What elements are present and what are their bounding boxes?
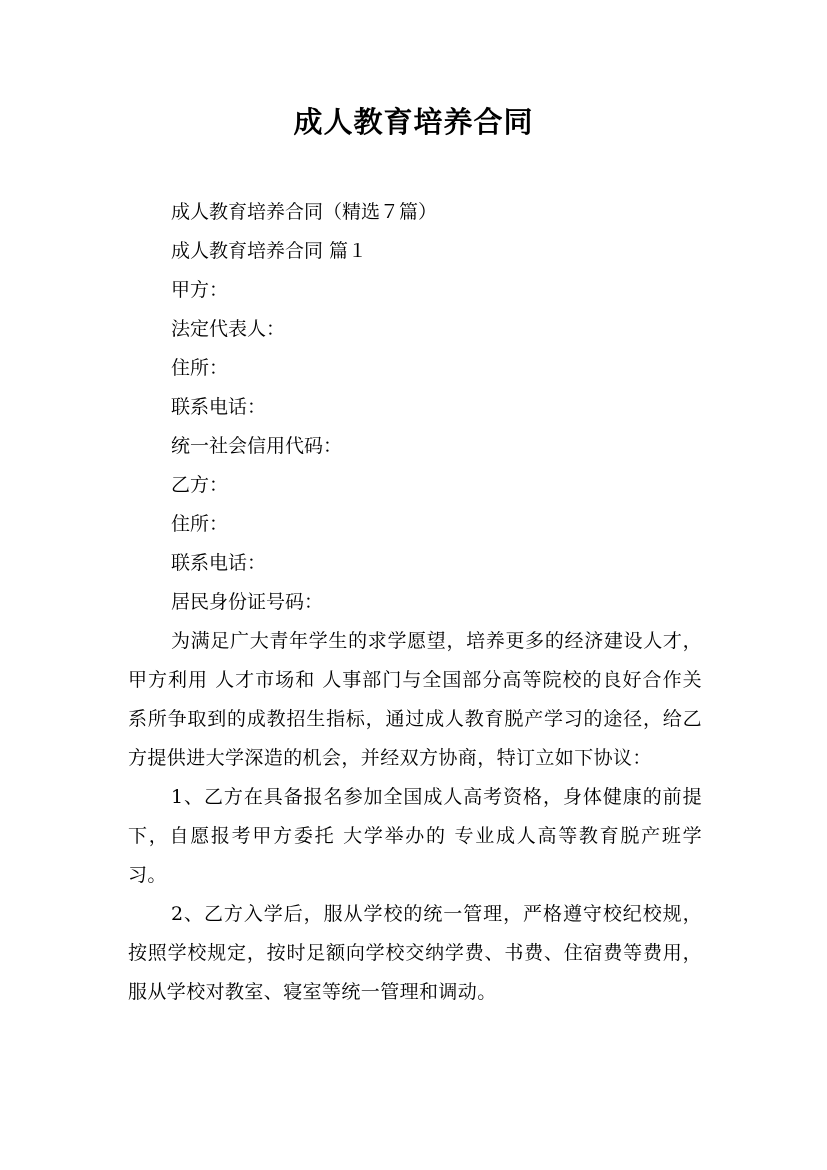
- clause-2: 2、乙方入学后，服从学校的统一管理，严格遵守校纪校规，按照学校规定，按时足额向学校交纳学费、书费、住宿费等费用，服从学校对教室、寝室等统一管理和调动。: [128, 903, 702, 1003]
- document-title: 成人教育培养合同: [293, 105, 534, 139]
- legal-representative-label: 法定代表人：: [171, 318, 286, 340]
- party-a-address-label: 住所：: [171, 357, 229, 379]
- party-b-label: 乙方：: [171, 474, 229, 496]
- section-heading: 成人教育培养合同 篇１: [171, 240, 368, 262]
- subtitle-line: 成人教育培养合同（精选７篇）: [171, 201, 438, 223]
- party-a-phone-label: 联系电话：: [171, 396, 267, 418]
- party-b-phone-label: 联系电话：: [171, 552, 267, 574]
- id-number-label: 居民身份证号码：: [171, 591, 324, 613]
- intro-paragraph: 为满足广大青年学生的求学愿望，培养更多的经济建设人才，甲方利用 人才市场和 人事部门与全国部分高等院校的良好合作关系所争取到的成教招生指标，通过成人教育脱产学习的途径，给乙方提供进大学深造的机会，并经双方协商，特订立如下协议：: [128, 630, 702, 769]
- party-a-label: 甲方：: [171, 279, 229, 301]
- clause-1: 1、乙方在具备报名参加全国成人高考资格，身体健康的前提下，自愿报考甲方委托 大学举办的 专业成人高等教育脱产班学习。: [128, 786, 702, 886]
- credit-code-label: 统一社会信用代码：: [171, 435, 343, 457]
- party-b-address-label: 住所：: [171, 513, 229, 535]
- document-body: [128, 193, 702, 1012]
